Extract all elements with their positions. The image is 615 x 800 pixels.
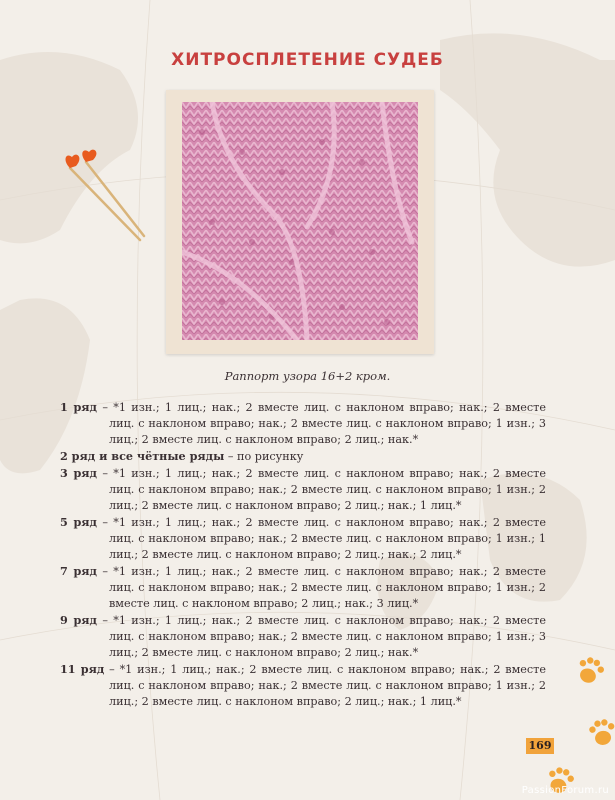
row-separator: – xyxy=(97,614,114,627)
row-label: 3 ряд xyxy=(60,466,97,480)
row-text: *1 изн.; 1 лиц.; нак.; 2 вместе лиц. с наклоном вправо; нак.; 2 вместе лиц. с наклоном вправо; нак.; 2 вместе лиц. с наклоном вправо; 1 изн.; 3 лиц.; 2 вместе лиц. с наклоном вправо; 2 лиц.; нак.* xyxy=(109,614,546,659)
row-separator: – xyxy=(97,401,114,414)
row-text: *1 изн.; 1 лиц.; нак.; 2 вместе лиц. с наклоном вправо; нак.; 2 вместе лиц. с наклоном вправо; нак.; 2 вместе лиц. с наклоном вправо; 1 изн.; 2 вместе лиц. с наклоном вправо; 2 лиц.; нак.; 3 лиц.* xyxy=(109,565,546,610)
row-instruction xyxy=(60,661,546,710)
pattern-caption: Раппорт узора 16+2 кром. xyxy=(224,369,391,383)
pattern-photo-frame xyxy=(166,90,434,354)
knitted-lace-sample-image xyxy=(182,102,418,340)
row-instruction xyxy=(60,448,546,465)
row-label: 1 ряд xyxy=(60,400,97,414)
row-separator: – xyxy=(104,663,120,676)
row-instruction xyxy=(60,563,546,612)
row-instruction xyxy=(60,514,546,563)
row-label: 7 ряд xyxy=(60,564,97,578)
row-separator: – xyxy=(97,467,114,480)
row-text: по рисунку xyxy=(237,450,304,463)
row-label: 5 ряд xyxy=(60,515,97,529)
row-instruction xyxy=(60,612,546,661)
row-instruction xyxy=(60,465,546,514)
row-instructions xyxy=(60,399,546,710)
pattern-title: ХИТРОСПЛЕТЕНИЕ СУДЕБ xyxy=(171,50,444,70)
paw-print-icon xyxy=(520,650,615,800)
row-separator: – xyxy=(97,516,114,529)
row-text: *1 изн.; 1 лиц.; нак.; 2 вместе лиц. с наклоном вправо; нак.; 2 вместе лиц. с наклоном вправо; нак.; 2 вместе лиц. с наклоном вправо; 1 изн.; 1 лиц.; 2 вместе лиц. с наклоном вправо; 2 лиц.; нак.; 2 лиц.* xyxy=(109,516,546,561)
row-label: 11 ряд xyxy=(60,662,105,676)
row-label: 2 ряд и все чётные ряды xyxy=(60,449,225,463)
row-instruction xyxy=(60,399,546,448)
row-text: *1 изн.; 1 лиц.; нак.; 2 вместе лиц. с наклоном вправо; нак.; 2 вместе лиц. с наклоном вправо; нак.; 2 вместе лиц. с наклоном вправо; 1 изн.; 2 лиц.; 2 вместе лиц. с наклоном вправо; 2 лиц.; нак.; 1 лиц.* xyxy=(109,663,546,708)
knitting-needles-icon xyxy=(52,148,152,248)
row-separator: – xyxy=(224,450,238,463)
page-number: 169 xyxy=(526,738,554,754)
row-text: *1 изн.; 1 лиц.; нак.; 2 вместе лиц. с наклоном вправо; нак.; 2 вместе лиц. с наклоном вправо; нак.; 2 вместе лиц. с наклоном вправо; 1 изн.; 3 лиц.; 2 вместе лиц. с наклоном вправо; 2 лиц.; нак.* xyxy=(109,401,546,446)
row-label: 9 ряд xyxy=(60,613,97,627)
row-separator: – xyxy=(97,565,114,578)
row-text: *1 изн.; 1 лиц.; нак.; 2 вместе лиц. с наклоном вправо; нак.; 2 вместе лиц. с наклоном вправо; нак.; 2 вместе лиц. с наклоном вправо; 1 изн.; 2 лиц.; 2 вместе лиц. с наклоном вправо; 2 лиц.; нак.; 1 лиц.* xyxy=(109,467,546,512)
watermark: PassionForum.ru xyxy=(521,785,609,796)
